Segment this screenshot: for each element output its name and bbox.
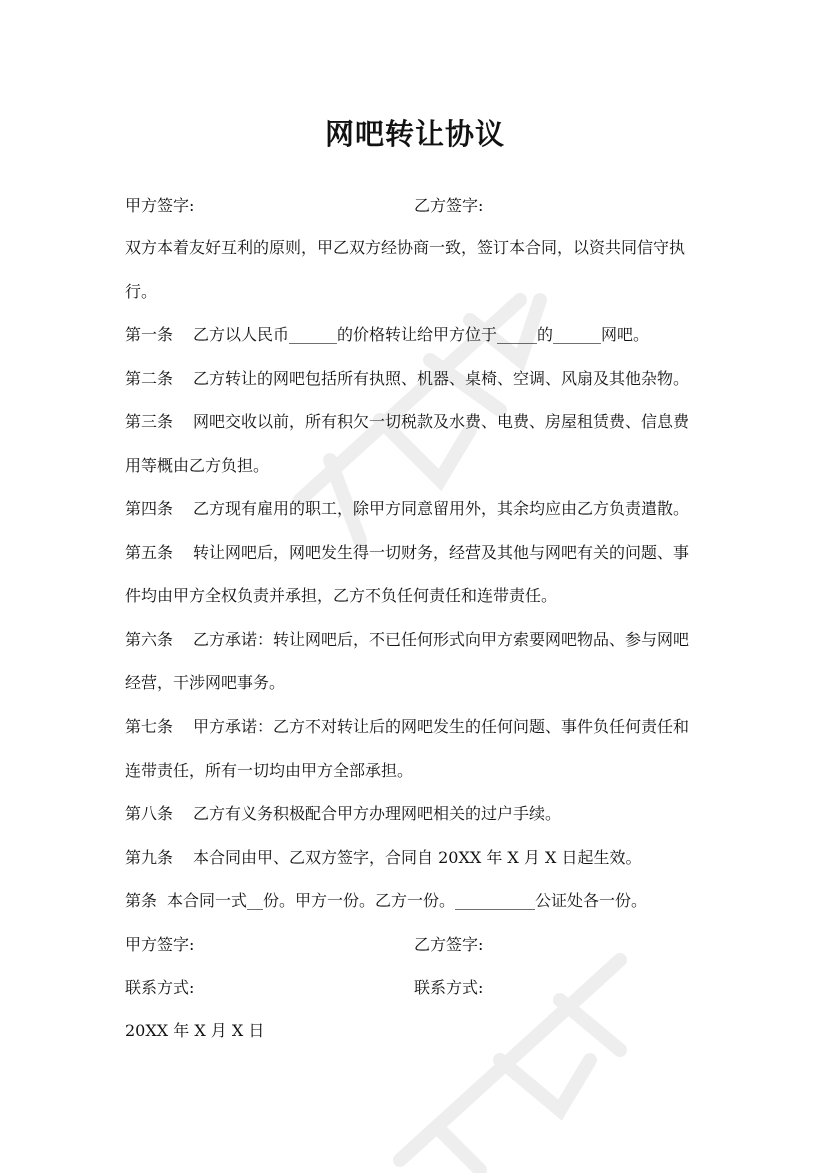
party-a-contact: 联系方式: [125, 978, 195, 997]
clause-10-label: 第条 [125, 891, 158, 910]
party-a-signature-label: 甲方签字: [125, 196, 195, 215]
clause-1 [125, 324, 649, 346]
clause-10 [125, 890, 647, 912]
clause-6-text-1: 乙方承诺：转让网吧后，不已任何形式向甲方索要网吧物品、参与网吧 [193, 630, 690, 649]
party-b-signature-bottom: 乙方签字: [414, 935, 484, 954]
document-title: 网吧转让协议 [324, 117, 505, 151]
clause-10-text: 本合同一式__份。甲方一份。乙方一份。__________公证处各一份。 [167, 891, 648, 910]
clause-3-label: 第三条 [125, 412, 174, 431]
clause-1-label: 第一条 [125, 325, 174, 344]
clause-1-text: 乙方以人民币______的价格转让给甲方位于_____的______网吧。 [193, 325, 650, 344]
clause-9 [125, 847, 641, 869]
clause-7-label: 第七条 [125, 717, 174, 736]
party-b-signature-label: 乙方签字: [414, 196, 484, 215]
clause-5 [125, 542, 689, 564]
clause-9-label: 第九条 [125, 848, 174, 867]
clause-6-text-2: 经营，干涉网吧事务。 [125, 673, 286, 692]
clause-2-label: 第二条 [125, 369, 174, 388]
preamble-line-1: 双方本着友好互利的原则，甲乙双方经协商一致，签订本合同，以资共同信守执 [125, 238, 686, 257]
clause-7 [125, 716, 689, 738]
clause-6 [125, 629, 689, 651]
clause-4-text: 乙方现有雇用的职工，除甲方同意留用外，其余均应由乙方负责遣散。 [193, 499, 690, 518]
document-date: 20XX 年 X 月 X 日 [125, 1021, 265, 1040]
party-b-contact: 联系方式: [414, 978, 484, 997]
clause-5-text-2: 件均由甲方全权负责并承担，乙方不负任何责任和连带责任。 [125, 586, 558, 605]
clause-8-text: 乙方有义务积极配合甲方办理网吧相关的过户手续。 [193, 804, 562, 823]
clause-7-text-2: 连带责任，所有一切均由甲方全部承担。 [125, 761, 414, 780]
preamble-line-2: 行。 [125, 282, 158, 301]
clause-4-label: 第四条 [125, 499, 174, 518]
clause-9-text: 本合同由甲、乙双方签字，合同自 20XX 年 X 月 X 日起生效。 [193, 848, 642, 867]
clause-5-text-1: 转让网吧后，网吧发生得一切财务，经营及其他与网吧有关的问题、事 [193, 543, 690, 562]
clause-5-label: 第五条 [125, 543, 174, 562]
clause-3-text-1: 网吧交收以前，所有积欠一切税款及水费、电费、房屋租赁费、信息费 [193, 412, 690, 431]
clause-2 [125, 368, 689, 390]
clause-2-text: 乙方转让的网吧包括所有执照、机器、桌椅、空调、风扇及其他杂物。 [193, 369, 690, 388]
clause-6-label: 第六条 [125, 630, 174, 649]
clause-4 [125, 498, 689, 520]
clause-3 [125, 411, 689, 433]
clause-8 [125, 803, 561, 825]
party-a-signature-bottom: 甲方签字: [125, 935, 195, 954]
clause-7-text-1: 甲方承诺：乙方不对转让后的网吧发生的任何问题、事件负任何责任和 [193, 717, 690, 736]
clause-8-label: 第八条 [125, 804, 174, 823]
clause-3-text-2: 用等概由乙方负担。 [125, 456, 270, 475]
